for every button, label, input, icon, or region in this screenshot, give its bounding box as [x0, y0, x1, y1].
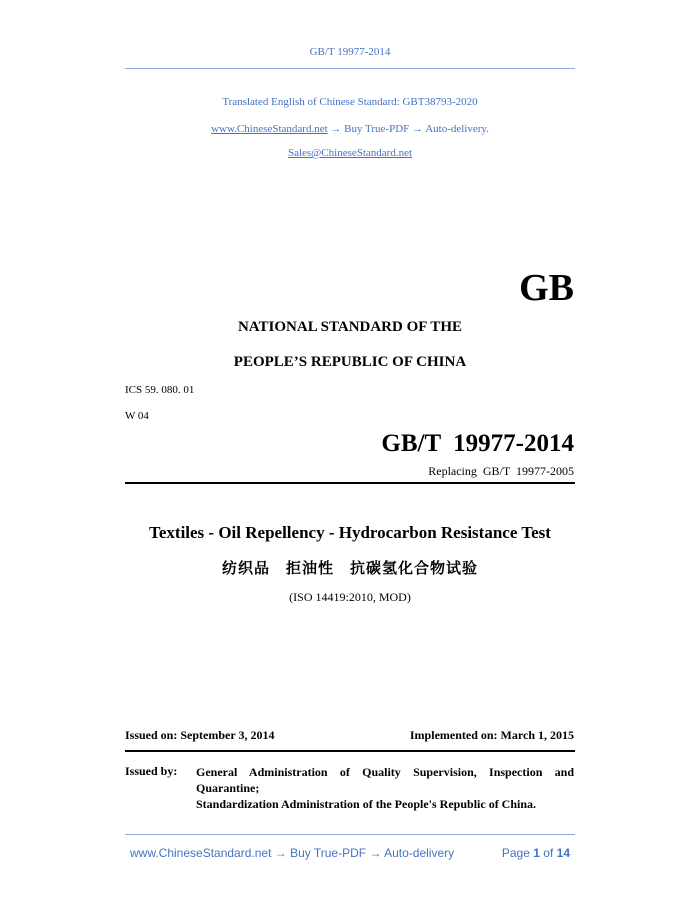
arrow-right-icon: → [412, 123, 424, 135]
standard-number: GB/T 19977-2014 [381, 430, 574, 457]
arrow-right-icon: → [330, 123, 342, 135]
buy-text: Buy True-PDF [344, 123, 410, 135]
dates-rule [125, 750, 575, 752]
sales-email-link[interactable]: Sales@ChineseStandard.net [287, 147, 413, 159]
of-word: of [543, 846, 554, 860]
purchase-line [0, 123, 700, 135]
issued-by-line2: Quarantine; [196, 781, 260, 795]
page-total: 14 [556, 846, 570, 860]
running-header: GB/T 19977-2014 [309, 46, 391, 58]
issued-by-line3: Standardization Administration of the People's Republic of China. [196, 797, 537, 811]
title-rule [125, 482, 575, 484]
iso-reference: (ISO 14419:2010, MOD) [289, 590, 411, 604]
footer-link[interactable]: www.ChineseStandard.net → Buy True-PDF → Auto-delivery [130, 846, 455, 860]
title-english: Textiles - Oil Repellency - Hydrocarbon Resistance Test [149, 523, 551, 542]
replacing-note: Replacing GB/T 19977-2005 [428, 464, 574, 478]
gb-logo-text: GB [519, 267, 574, 309]
site-link[interactable]: www.ChineseStandard.net [211, 123, 328, 135]
footer-rule [125, 834, 575, 835]
page-word: Page [501, 846, 530, 860]
issued-by-label: Issued by: [125, 764, 178, 778]
national-standard-line1: NATIONAL STANDARD OF THE [237, 319, 463, 335]
page-number: 1 [533, 846, 540, 860]
title-chinese: 纺织品 拒油性 抗碳氢化合物试验 [221, 559, 478, 577]
ics-code: ICS 59. 080. 01 [125, 384, 195, 396]
issued-by-line1: General Administration of Quality Supervision, Inspection and [196, 765, 574, 779]
issued-by-text [196, 764, 574, 812]
implemented-date: Implemented on: March 1, 2015 [409, 728, 574, 742]
national-standard-line2: PEOPLE’S REPUBLIC OF CHINA [233, 354, 467, 370]
issued-date: Issued on: September 3, 2014 [125, 728, 275, 742]
classification-code: W 04 [125, 410, 149, 422]
delivery-text: Auto-delivery. [425, 123, 489, 135]
page-indicator [502, 846, 570, 860]
header-rule [125, 68, 575, 69]
translation-note: Translated English of Chinese Standard: GBT38793-2020 [222, 96, 478, 108]
